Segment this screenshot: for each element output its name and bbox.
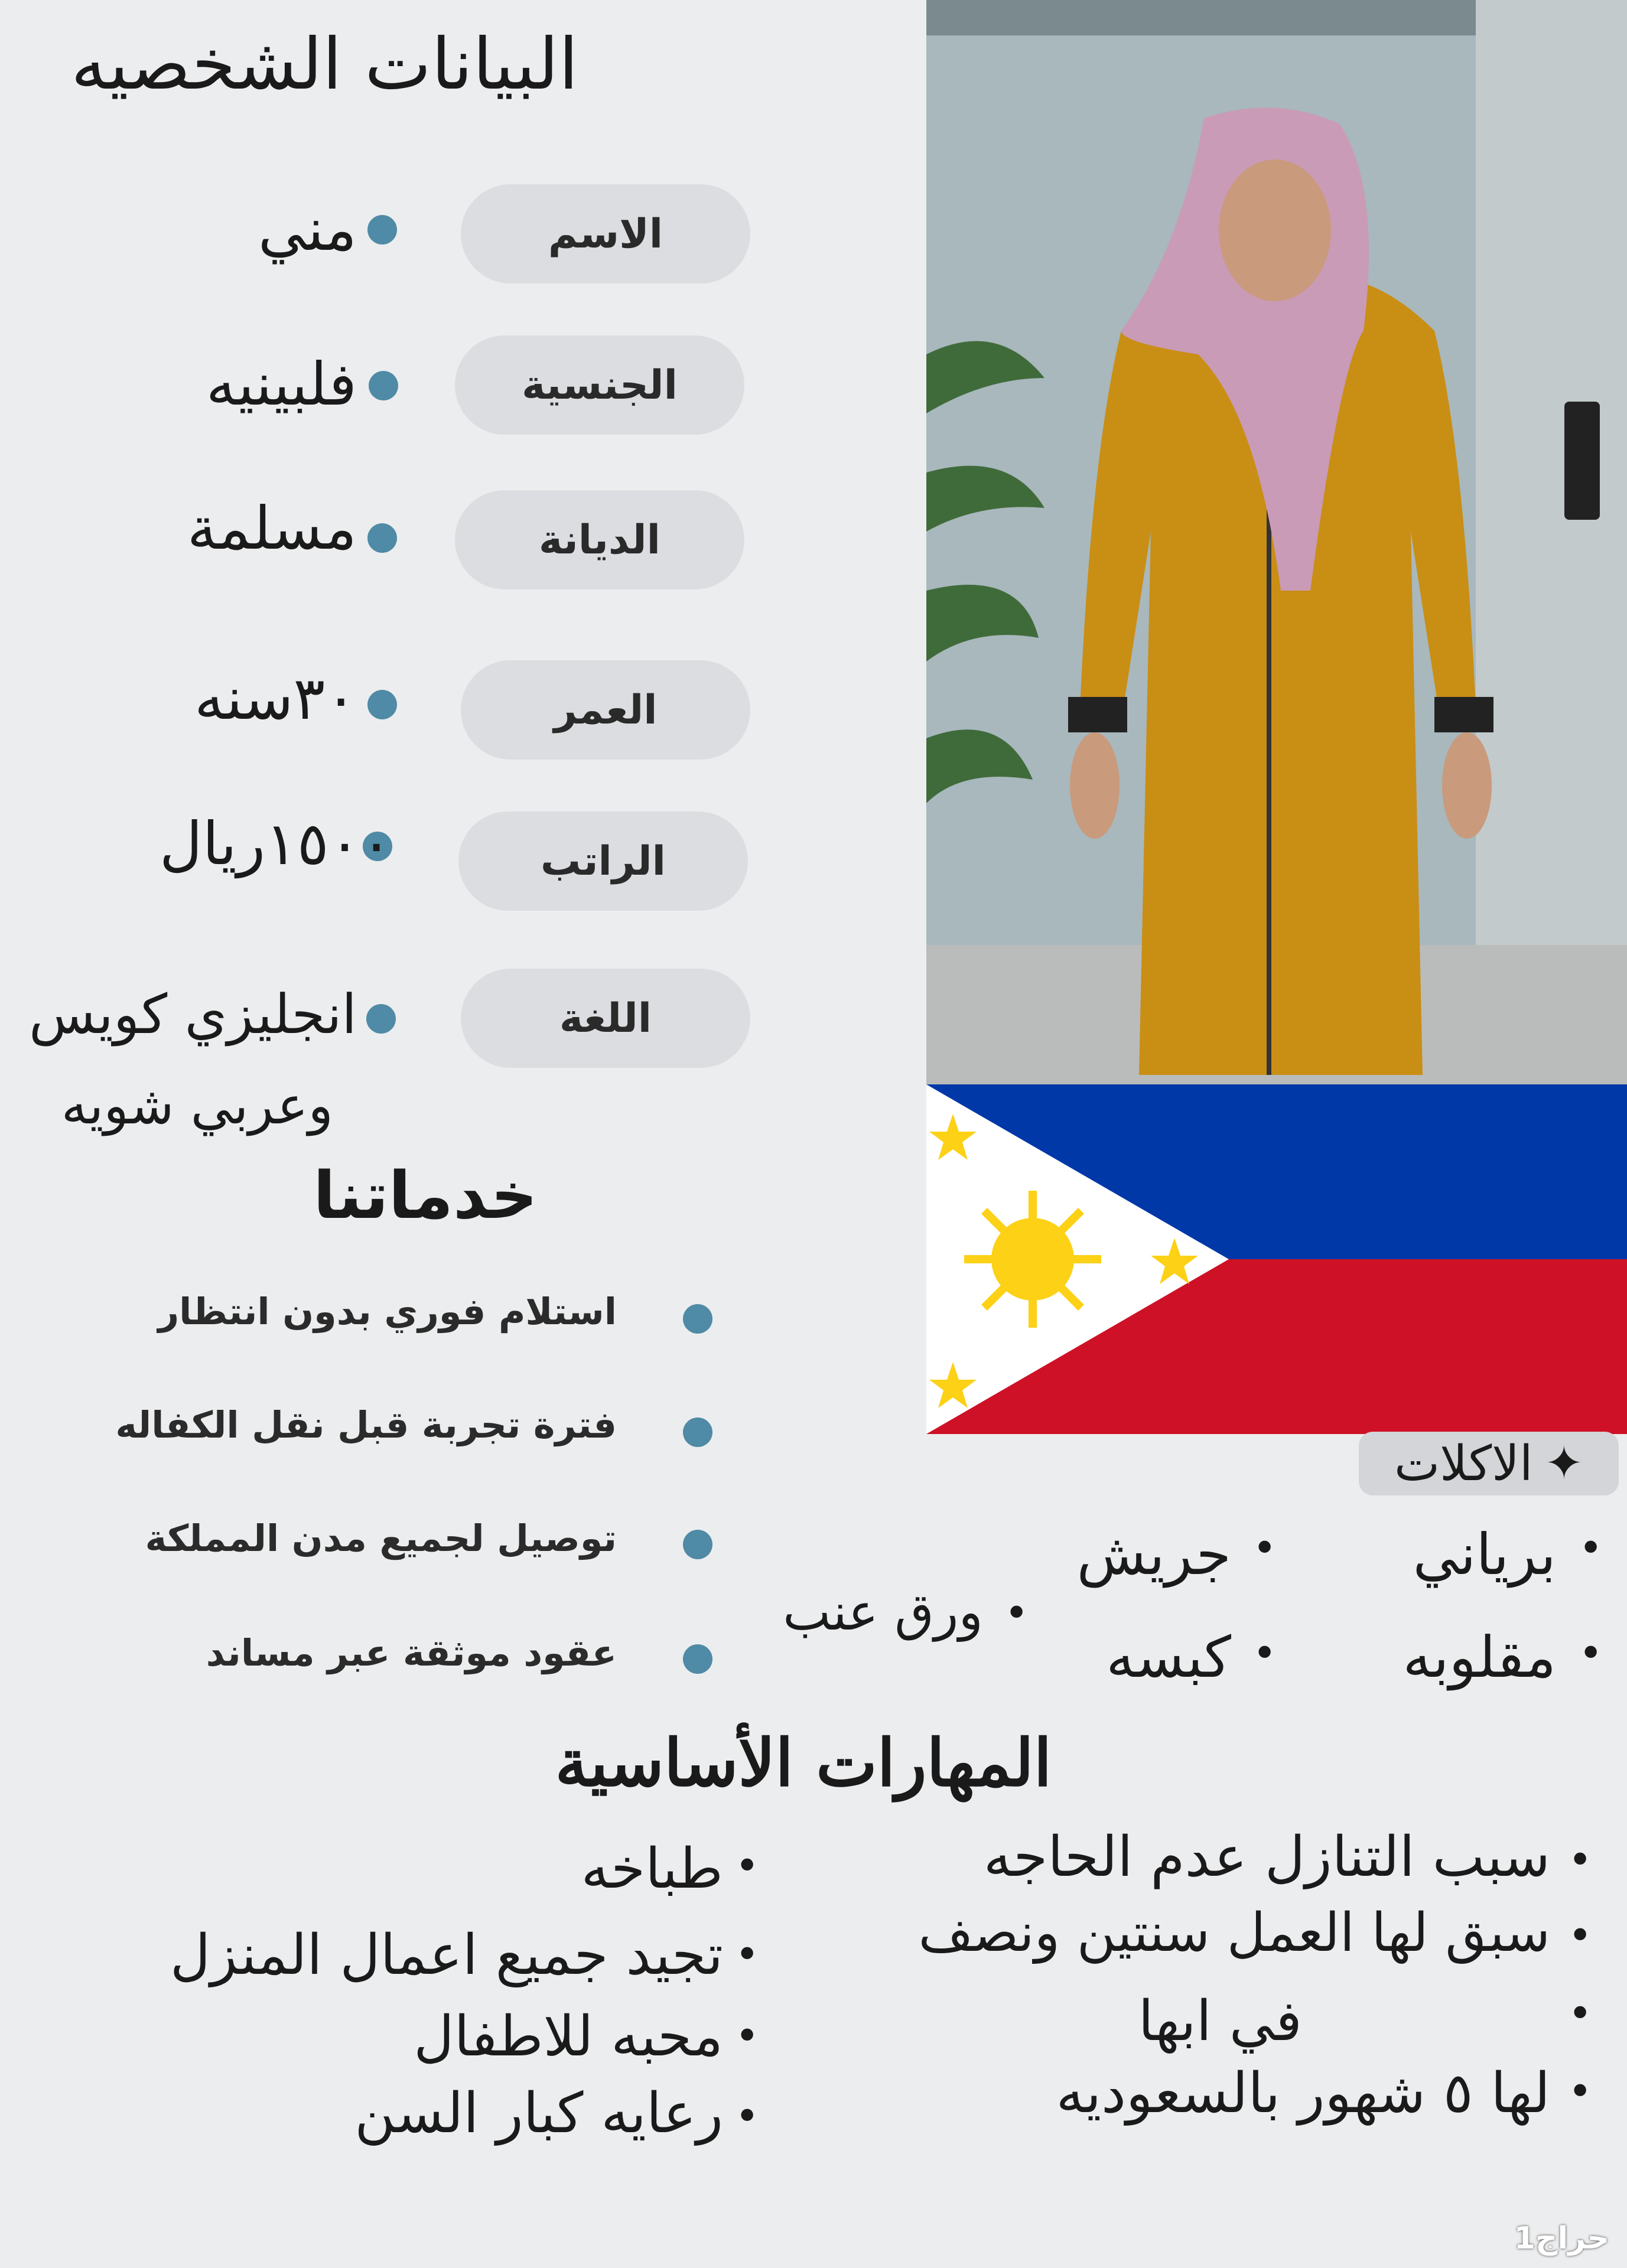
field-label-name: الاسم (461, 184, 750, 284)
bullet-dot: • (1004, 1589, 1029, 1637)
field-value-language-line2: وعربي شويه (61, 1075, 333, 1136)
bullet-dot: • (1252, 1629, 1277, 1677)
service-item: توصيل لجميع مدن المملكة (145, 1517, 617, 1560)
skill-item: لها ٥ شهور بالسعوديه (1056, 2061, 1550, 2126)
service-item: استلام فوري بدون انتظار (158, 1290, 617, 1333)
profile-photo (926, 0, 1627, 1084)
field-value-salary: ١٥٠٠ريال (159, 809, 392, 878)
field-value-name: مني (258, 195, 357, 264)
bullet-dot: • (735, 1842, 760, 1890)
service-item: عقود موثقة عبر مساند (206, 1631, 617, 1674)
service-item: فترة تجربة قبل نقل الكفاله (115, 1403, 617, 1446)
page-title: البيانات الشخصيه (71, 24, 578, 106)
bullet-dot (683, 1530, 712, 1559)
watermark: حراج1 (1514, 2221, 1609, 2256)
bullet-dot (367, 215, 397, 245)
bullet-dot: • (1579, 1629, 1603, 1677)
field-label-nationality: الجنسية (455, 335, 744, 435)
bullet-dot (367, 523, 397, 553)
meal-item: كبسه (1106, 1624, 1231, 1690)
skill-item: رعايه كبار السن (354, 2081, 723, 2146)
bullet-dot: • (735, 2092, 760, 2140)
person-illustration (926, 0, 1627, 1084)
meal-item: برياني (1413, 1521, 1556, 1588)
philippines-flag (926, 1084, 1627, 1434)
field-value-language: انجليزي كويس (28, 983, 357, 1046)
four-point-star-icon: ✦ (1544, 1437, 1584, 1490)
field-label-language: اللغة (461, 969, 750, 1068)
bullet-dot: • (735, 1930, 760, 1979)
meal-item: ورق عنب (783, 1583, 983, 1642)
field-label-age: العمر (461, 660, 750, 760)
bullet-dot: • (1568, 1911, 1593, 1960)
bullet-dot: • (1579, 1524, 1603, 1572)
bullet-dot (369, 371, 398, 400)
skill-item: سبق لها العمل سنتين ونصف (918, 1902, 1550, 1964)
bullet-dot: • (1568, 2067, 1593, 2116)
field-label-salary: الراتب (458, 812, 748, 911)
field-value-nationality: فلبينيه (206, 350, 357, 419)
skills-title: المهارات الأساسية (555, 1725, 1052, 1801)
meals-tag-label: الاكلات (1394, 1435, 1533, 1492)
skill-item: في ابها (1138, 1989, 1302, 2054)
field-value-religion: مسلمة (187, 494, 357, 563)
meals-tag (1359, 1432, 1619, 1495)
skill-item: محبه للاطفال (414, 2005, 723, 2069)
bullet-dot: • (735, 2012, 760, 2060)
bullet-dot (683, 1644, 712, 1674)
bullet-dot: • (1252, 1524, 1277, 1572)
skill-item: طباخه (581, 1837, 723, 1901)
bullet-dot: • (1568, 1836, 1593, 1884)
meal-item: مقلوبه (1403, 1624, 1556, 1690)
skill-item: سبب التنازل عدم الحاجه (983, 1825, 1550, 1889)
bullet-dot (367, 690, 397, 719)
skill-item: تجيد جميع اعمال المنزل (170, 1923, 723, 1987)
bullet-dot (683, 1304, 712, 1334)
flag-icon (926, 1084, 1627, 1434)
field-value-age: ٣٠سنه (194, 664, 357, 733)
meal-item: جريش (1076, 1521, 1231, 1588)
bullet-dot (366, 1004, 396, 1034)
field-label-religion: الديانة (455, 490, 744, 589)
services-title: خدماتنا (313, 1158, 538, 1233)
bullet-dot: • (1568, 1989, 1593, 2038)
bullet-dot (683, 1418, 712, 1447)
